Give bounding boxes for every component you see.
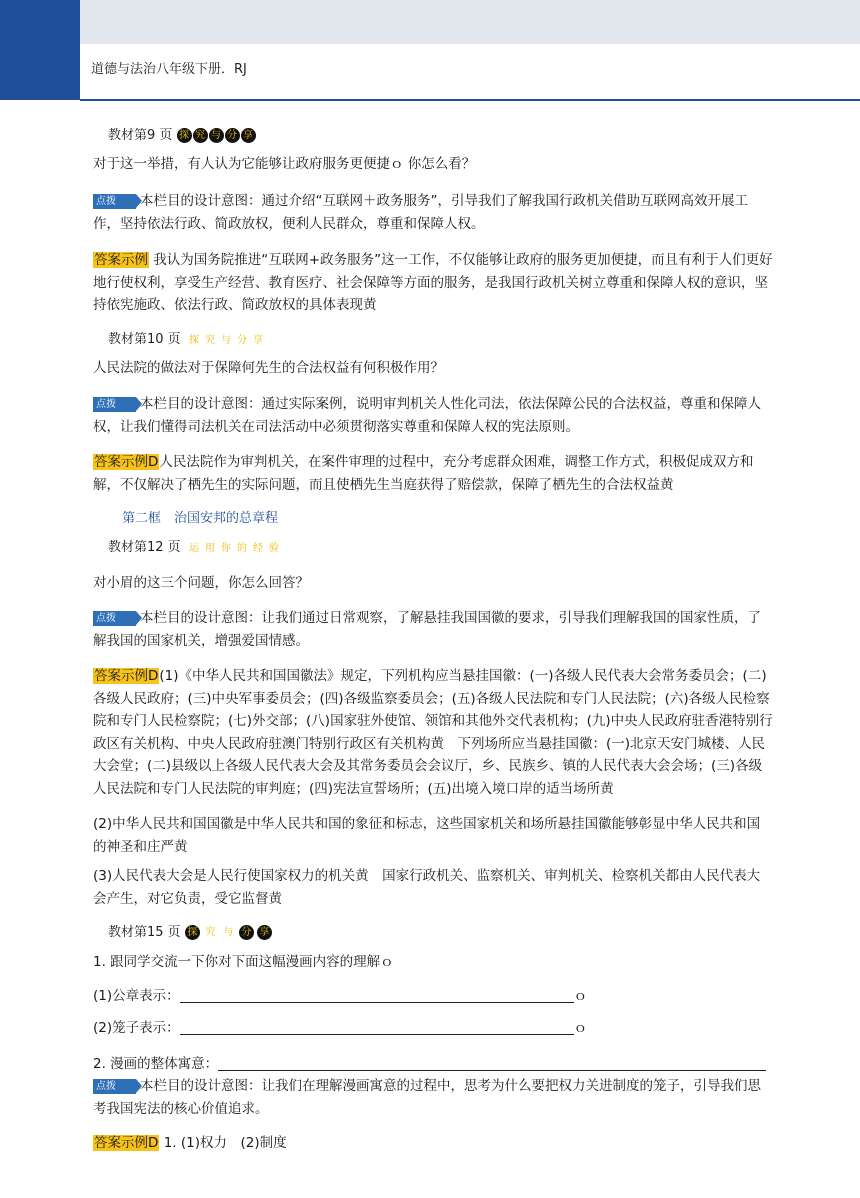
answer-label: 答案示例 xyxy=(94,252,148,268)
explore-share-tag: 探 究 与 分 享 xyxy=(185,925,275,940)
answer-label: 答案示例D xyxy=(94,454,159,470)
answer-3-part-3: (3)人民代表大会是人民行使国家权力的机关黄 国家行政机关、监察机关、审判机关、检察机关都由人民代表大会产生，对它负责，受它监督黄 xyxy=(93,868,761,907)
textbook-ref-p15: 教材第15 页 探 究 与 分 享 xyxy=(108,921,275,940)
answer-4: 答案示例D 1. (1)权力 (2)制度 xyxy=(94,1135,287,1151)
textbook-ref-p10: 教材第10 页 探 究 与 分 享 xyxy=(108,328,269,347)
hint-4: 点拨 本栏目的设计意图：让我们在理解漫画寓意的过程中，思考为什么要把权力关进制度的笼子，引导我们思考我国宪法的核心价值追求。 xyxy=(93,1078,761,1117)
use-experience-tag: 运 用 你 的 经 验 xyxy=(188,543,279,554)
dianbo-badge: 点拨 xyxy=(93,194,136,209)
answer-3: 答案示例D(1)《中华人民共和国国徽法》规定，下列机构应当悬挂国徽：(一)各级人民代表大会常务委员会；(二)各级人民政府；(三)中央军事委员会；(四)各级监察委员会；(五)各级人民法院和专门人民法院；(六)各级人民检察院和专门人民检察院；(七)外交部；(八)国家驻外使馆、领馆和其他外交代表机构；(九)中央人民政府驻香港特别行政区有关机构、中央人民政府驻澳门特别行政区有关机构黄 下列场所应当悬挂国徽：(一)北京天安门城楼、人民大会堂；(二)县级以上各级人民代表大会及其常务委员会会议厅，乡、民族乡、镇的人民代表大会会场；(三)各级人民法院和专门人民法院的审判庭；(四)宪法宣誓场所；(五)出境入境口岸的适当场所黄 xyxy=(93,668,773,797)
answer-label: 答案示例D xyxy=(94,1135,159,1151)
explore-share-tag: 探 究 与 分 享 xyxy=(188,335,263,346)
hint-1: 点拨 本栏目的设计意图：通过介绍“互联网＋政务服务”，引导我们了解我国行政机关借助互联网高效开展工作，坚持依法行政、简政放权，便利人民群众，尊重和保障人权。 xyxy=(93,193,748,232)
header-band xyxy=(80,0,860,44)
dianbo-badge: 点拨 xyxy=(93,611,136,626)
hint-3: 点拨 本栏目的设计意图：让我们通过日常观察，了解悬挂我国国徽的要求，引导我们理解我国的国家性质，了解我国的国家机关，增强爱国情感。 xyxy=(93,610,761,649)
answer-1: 答案示例 我认为国务院推进“互联网+政务服务”这一工作，不仅能够让政府的服务更加便捷，而且有利于人们更好地行使权利，享受生产经营、教育医疗、社会保障等方面的服务，是我国行政机关树立尊重和保障人权的意识，坚持依宪施政、依法行政、简政放权的具体表现黄 xyxy=(93,252,773,313)
fill-line-meaning: 2. 漫画的整体寓意： xyxy=(93,1053,773,1076)
hint-2: 点拨 本栏目的设计意图：通过实际案例，说明审判机关人性化司法，依法保障公民的合法权益，尊重和保障人权，让我们懂得司法机关在司法活动中必须贯彻落实尊重和保障人权的宪法原则。 xyxy=(93,396,761,435)
dianbo-badge: 点拨 xyxy=(93,397,136,412)
explore-share-tag: 探 究 与 分 享 xyxy=(177,128,257,143)
header-side-bar xyxy=(0,0,80,100)
question-2: 人民法院的做法对于保障何先生的合法权益有何积极作用？ xyxy=(93,360,444,376)
ref-text: 教材第9 页 xyxy=(108,128,173,143)
answer-3-part-2: (2)中华人民共和国国徽是中华人民共和国的象征和标志，这些国家机关和场所悬挂国徽能够彰显中华人民共和国的神圣和庄严黄 xyxy=(93,816,761,855)
book-title: 道德与法治八年级下册．RJ xyxy=(91,62,247,77)
textbook-ref-p12: 教材第12 页 运 用 你 的 经 验 xyxy=(108,536,285,555)
dianbo-badge: 点拨 xyxy=(93,1079,136,1094)
answer-blank[interactable] xyxy=(218,1055,766,1071)
fill-line-seal: (1)公章表示： ｏ xyxy=(93,988,588,1004)
fill-line-cage: (2)笼子表示： ｏ xyxy=(93,1020,588,1036)
question-3: 对小眉的这三个问题，你怎么回答？ xyxy=(93,575,309,591)
section-title: 第二框 治国安邦的总章程 xyxy=(122,511,279,526)
answer-label: 答案示例D xyxy=(94,668,159,684)
textbook-ref-p9 xyxy=(108,124,257,143)
answer-2: 答案示例D人民法院作为审判机关，在案件审理的过程中，充分考虑群众困难，调整工作方式，积极促成双方和解，不仅解决了栖先生的实际问题，而且使栖先生当庭获得了赔偿款，保障了栖先生的合法权益黄 xyxy=(93,454,754,493)
answer-blank[interactable] xyxy=(180,1019,574,1035)
header-rule xyxy=(80,99,860,101)
answer-blank[interactable] xyxy=(180,987,574,1003)
question-4: 1. 跟同学交流一下你对下面这幅漫画内容的理解ｏ xyxy=(93,954,394,970)
question-1: 对于这一举措，有人认为它能够让政府服务更便捷ｏ 你怎么看？ xyxy=(93,156,476,172)
